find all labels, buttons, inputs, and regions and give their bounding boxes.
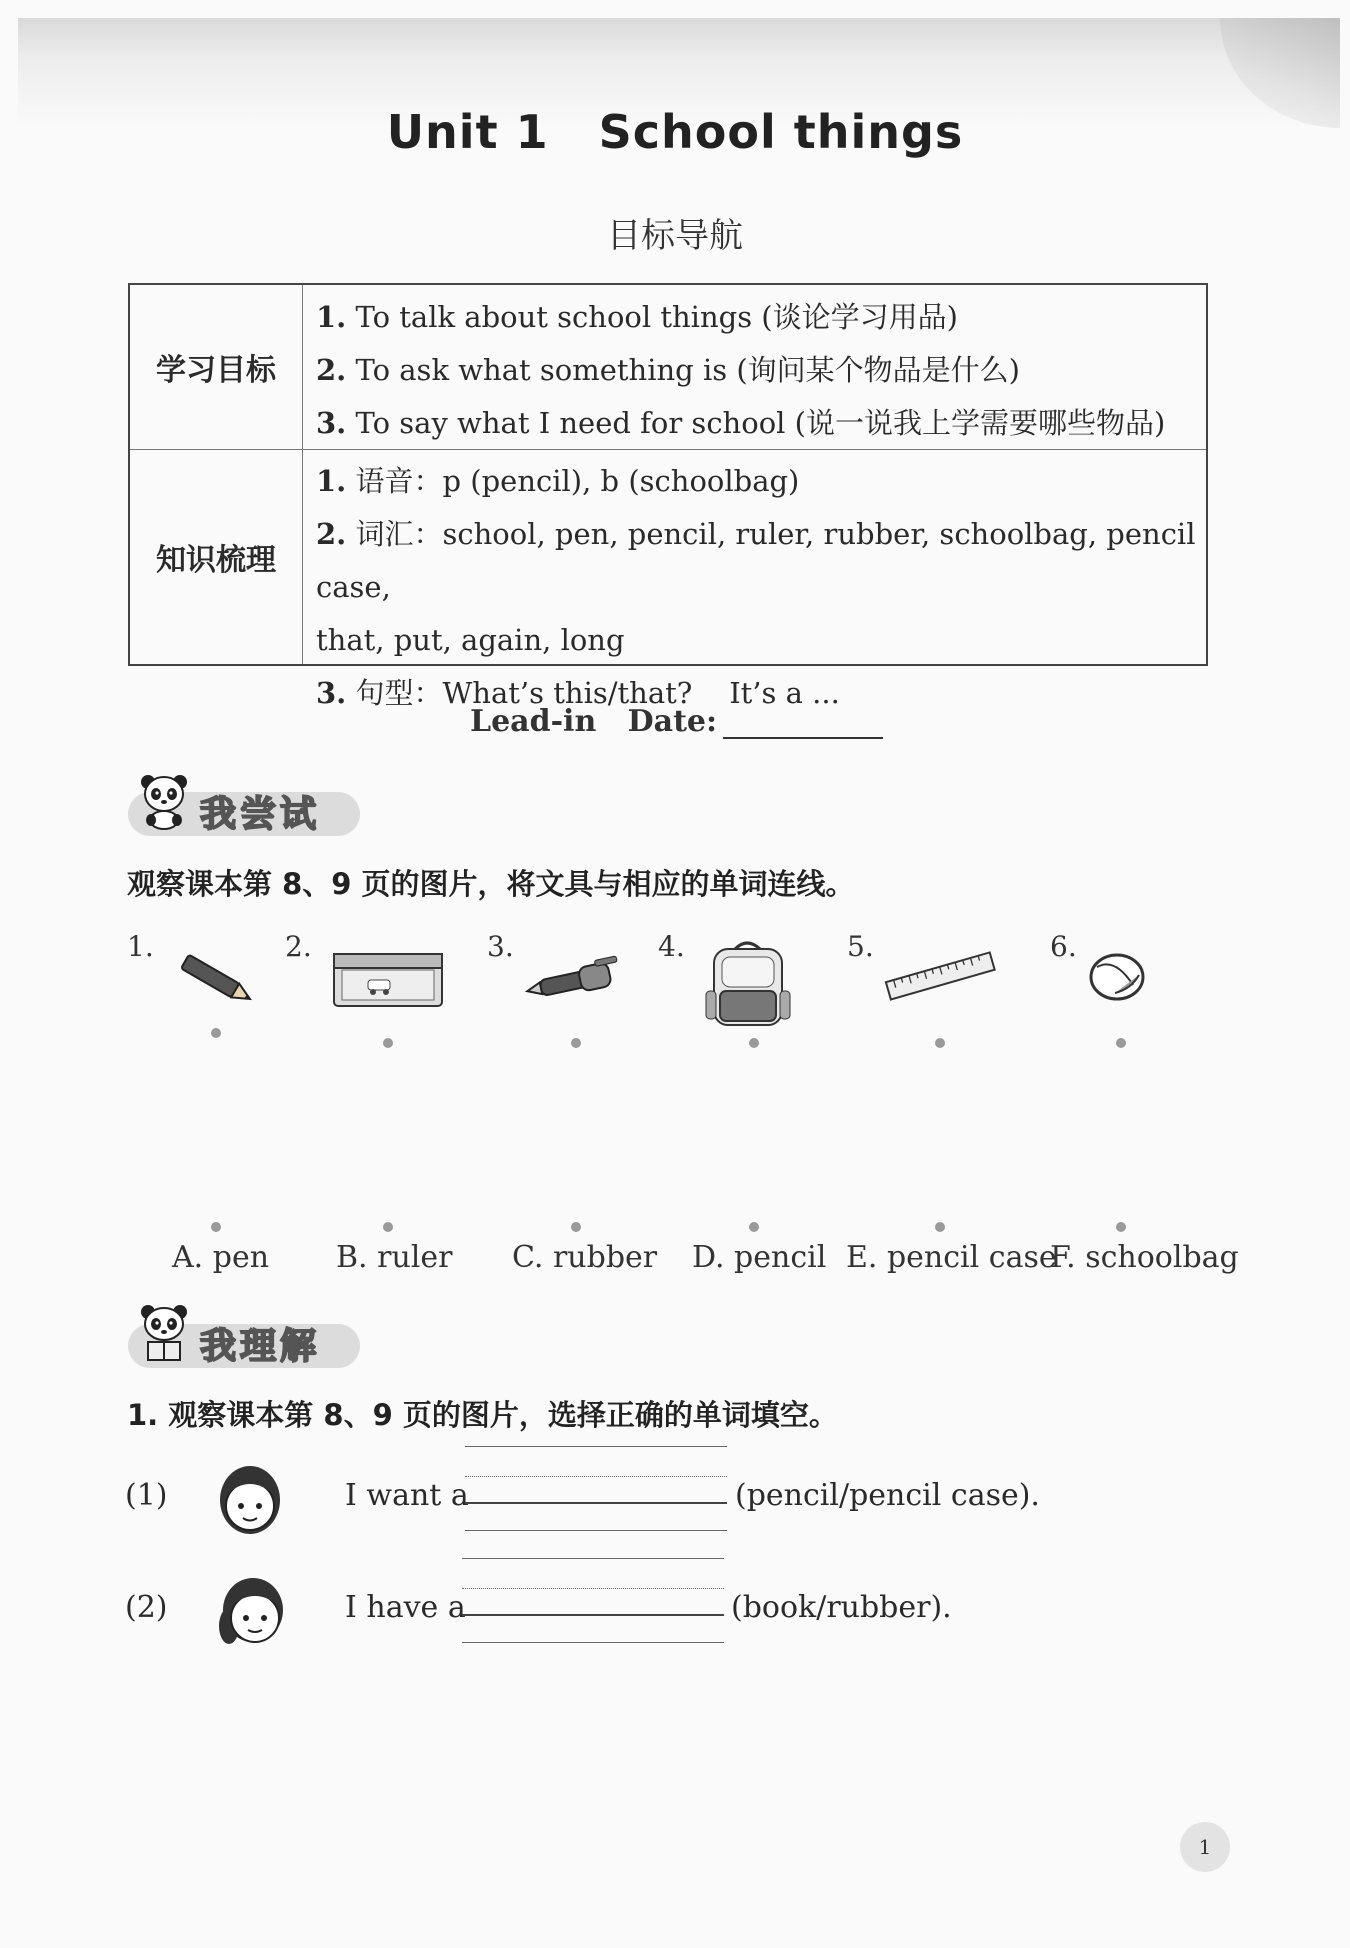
pencil-icon — [175, 950, 260, 1010]
list-item: that, put, again, long — [316, 623, 625, 657]
page-number: 1 — [1180, 1822, 1230, 1872]
picture-number: 6. — [1050, 930, 1077, 963]
answer-word: C. rubber — [512, 1240, 658, 1275]
match-dot-top[interactable] — [1116, 1038, 1126, 1048]
ruler-icon — [880, 945, 1000, 1005]
girl-ponytail-icon — [215, 1572, 289, 1652]
answer-word: F. schoolbag — [1050, 1240, 1239, 1275]
date-blank[interactable] — [723, 707, 883, 739]
answer-word: E. pencil case — [846, 1240, 1057, 1275]
question-index: (2) — [125, 1590, 168, 1625]
match-dot-bottom[interactable] — [571, 1222, 581, 1232]
match-dot-top[interactable] — [383, 1038, 393, 1048]
row-content — [316, 455, 1198, 720]
list-item: 1. To talk about school things (谈论学习用品) — [316, 300, 958, 334]
fill-in-row — [125, 1572, 1125, 1652]
pencil-case-icon — [328, 940, 448, 1015]
unit-name: School things — [598, 105, 964, 159]
sentence-options: (book/rubber). — [731, 1590, 952, 1625]
list-item: 3. 句型：What’s this/that? It’s a ... — [316, 676, 840, 710]
sentence-prefix: I want a — [345, 1478, 469, 1513]
goal-row-knowledge — [130, 449, 1206, 710]
goal-row-objectives — [130, 285, 1206, 450]
section-title: 我尝试 — [200, 794, 321, 835]
match-dot-top[interactable] — [571, 1038, 581, 1048]
picture-number: 1. — [127, 930, 154, 963]
rubber-icon — [1085, 945, 1150, 1005]
match-dot-top[interactable] — [211, 1028, 221, 1038]
section-subtitle: 目标导航 — [607, 216, 743, 256]
picture-number: 2. — [285, 930, 312, 963]
match-dot-bottom[interactable] — [383, 1222, 393, 1232]
picture-number: 4. — [658, 930, 685, 963]
instruction-fill-in: 1. 观察课本第 8、9 页的图片，选择正确的单词填空。 — [127, 1398, 838, 1432]
list-item: 2. 词汇：school, pen, pencil, ruler, rubber, schoolbag, pencil case, — [316, 517, 1196, 604]
section-title: 我理解 — [200, 1326, 321, 1367]
list-item: 2. To ask what something is (询问某个物品是什么) — [316, 353, 1020, 387]
match-dot-bottom[interactable] — [211, 1222, 221, 1232]
panda-reading-icon — [138, 1302, 190, 1362]
row-header: 学习目标 — [130, 285, 303, 449]
answer-word: A. pen — [172, 1240, 270, 1275]
list-item: 1. 语音：p (pencil), b (schoolbag) — [316, 464, 800, 498]
girl-face-icon — [215, 1460, 285, 1538]
question-index: (1) — [125, 1478, 168, 1513]
list-item: 3. To say what I need for school (说一说我上学需要哪些物品) — [316, 406, 1166, 440]
panda-icon — [138, 770, 190, 830]
page-title — [0, 105, 1350, 159]
row-content — [316, 291, 1198, 450]
schoolbag-icon — [700, 935, 795, 1035]
section-badge-understand — [126, 1302, 366, 1372]
match-dot-bottom[interactable] — [935, 1222, 945, 1232]
picture-number: 5. — [847, 930, 874, 963]
picture-number: 3. — [487, 930, 514, 963]
answer-blank[interactable] — [465, 1446, 727, 1536]
answer-word: D. pencil — [692, 1240, 827, 1275]
sentence-prefix: I have a — [345, 1590, 466, 1625]
instruction-matching: 观察课本第 8、9 页的图片，将文具与相应的单词连线。 — [127, 867, 855, 901]
fill-in-row — [125, 1460, 1125, 1540]
lead-in-heading: Lead-in Date: — [470, 704, 883, 739]
goal-table — [128, 283, 1208, 710]
match-dot-bottom[interactable] — [1116, 1222, 1126, 1232]
row-header: 知识梳理 — [130, 449, 303, 664]
match-dot-top[interactable] — [749, 1038, 759, 1048]
sentence-options: (pencil/pencil case). — [735, 1478, 1040, 1513]
match-dot-top[interactable] — [935, 1038, 945, 1048]
pen-icon — [520, 955, 630, 1005]
answer-word: B. ruler — [336, 1240, 453, 1275]
section-badge-try — [126, 770, 366, 840]
match-dot-bottom[interactable] — [749, 1222, 759, 1232]
unit-label: Unit 1 — [386, 105, 549, 159]
answer-blank[interactable] — [462, 1558, 724, 1648]
